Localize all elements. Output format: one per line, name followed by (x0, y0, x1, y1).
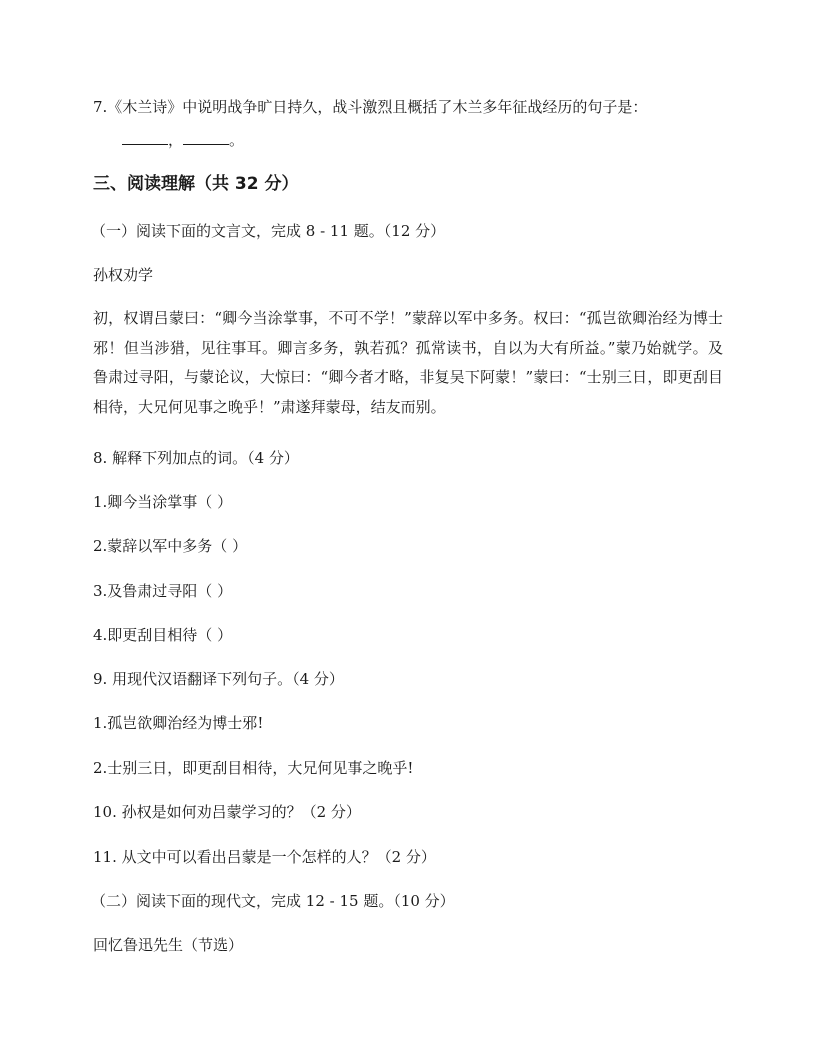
passage-2-title: 回忆鲁迅先生（节选） (93, 936, 244, 954)
question-9-item-2: 2.士别三日，即更刮目相待，大兄何见事之晚乎! (93, 759, 414, 777)
answer-blank-1[interactable] (122, 131, 168, 145)
question-8-title: 8. 解释下列加点的词。（4 分） (93, 449, 299, 467)
question-7 (93, 97, 756, 117)
question-9-item-1: 1.孤岂欲卿治经为博士邪! (93, 714, 264, 732)
question-10-title: 10. 孙权是如何劝吕蒙学习的？（2 分） (93, 803, 361, 821)
section-3-title: 三、阅读理解（共 32 分） (93, 174, 299, 194)
question-7-text: 7.《木兰诗》中说明战争旷日持久，战斗激烈且概括了木兰多年征战经历的句子是： (93, 98, 648, 116)
question-7-answer-blanks (122, 130, 756, 150)
part-1-instruction: （一）阅读下面的文言文，完成 8 - 11 题。（12 分） (91, 222, 446, 240)
passage-1-text: 初，权谓吕蒙曰：“卿今当涂掌事，不可不学！”蒙辞以军中多务。权曰：“孤岂欲卿治经为博士邪！但当涉猎，见往事耳。卿言多务，孰若孤？孤常读书，自以为大有所益。”蒙乃始就学。及鲁肃过寻阳，与蒙论议，大惊曰：“卿今者才略，非复吴下阿蒙！”蒙曰：“士别三日，即更刮目相待，大兄何见事之晚乎！”肃遂拜蒙母，结友而别。 (93, 309, 723, 416)
blank-separator: ， (168, 131, 184, 149)
question-11-title: 11. 从文中可以看出吕蒙是一个怎样的人？（2 分） (93, 848, 436, 866)
passage-1-title: 孙权劝学 (93, 266, 154, 284)
part-2-instruction: （二）阅读下面的现代文，完成 12 - 15 题。（10 分） (91, 892, 455, 910)
answer-blank-2[interactable] (183, 131, 229, 145)
question-8-item-1: 1.卿今当涂掌事（ ） (93, 493, 233, 511)
question-8-item-3: 3.及鲁肃过寻阳（ ） (93, 582, 233, 600)
question-9-title: 9. 用现代汉语翻译下列句子。（4 分） (93, 670, 344, 688)
question-8-item-4: 4.即更刮目相待（ ） (93, 626, 233, 644)
question-8-item-2: 2.蒙辞以军中多务（ ） (93, 537, 248, 555)
blank-terminator: 。 (229, 131, 245, 149)
